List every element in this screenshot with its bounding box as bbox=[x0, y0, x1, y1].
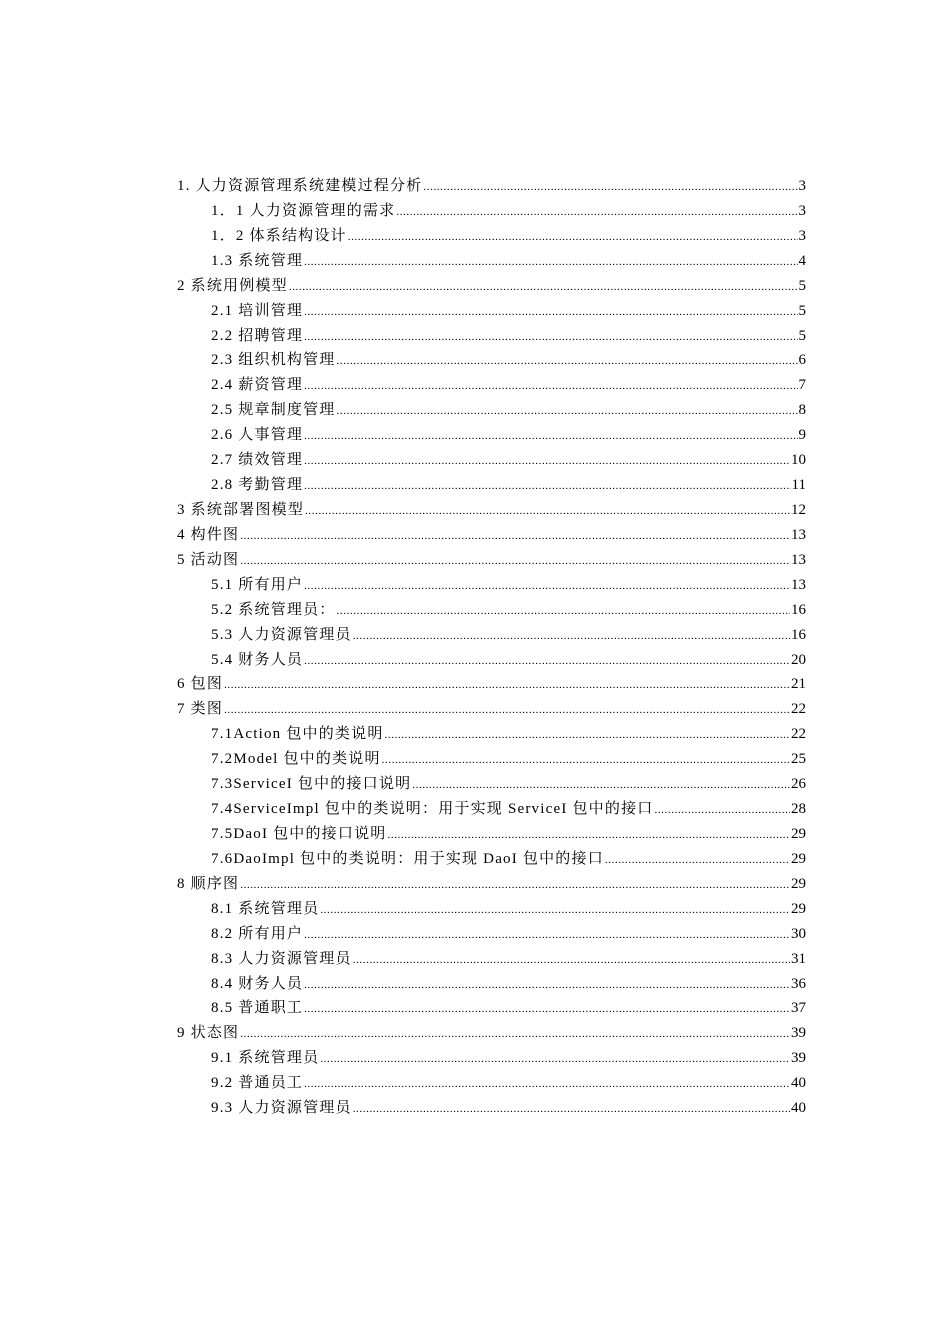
toc-section-entry[interactable] bbox=[177, 299, 806, 324]
toc-section-entry[interactable] bbox=[177, 922, 806, 947]
toc-dot-leader bbox=[396, 200, 797, 225]
toc-entry-title: 1．2 体系结构设计 bbox=[211, 227, 347, 244]
toc-section-entry[interactable] bbox=[177, 473, 806, 498]
toc-dot-leader bbox=[304, 574, 790, 599]
toc-dot-leader bbox=[320, 898, 790, 923]
toc-entry-title: 2.1 培训管理 bbox=[211, 302, 304, 319]
toc-entry-title: 2.2 招聘管理 bbox=[211, 327, 304, 344]
toc-section-entry[interactable] bbox=[177, 199, 806, 224]
toc-dot-leader bbox=[304, 300, 797, 325]
toc-page-number: 5 bbox=[798, 277, 806, 294]
toc-dot-leader bbox=[337, 349, 798, 374]
toc-dot-leader bbox=[605, 848, 790, 873]
toc-section-entry[interactable] bbox=[177, 448, 806, 473]
toc-page-number: 11 bbox=[791, 477, 806, 494]
toc-page-number: 3 bbox=[798, 178, 806, 194]
toc-entry-title: 5.2 系统管理员： bbox=[211, 601, 336, 618]
toc-entry-title: 8.1 系统管理员 bbox=[211, 900, 320, 917]
toc-section-entry[interactable] bbox=[177, 423, 806, 448]
toc-entry-title: 7.1Action 包中的类说明 bbox=[211, 726, 384, 743]
toc-dot-leader bbox=[304, 374, 797, 399]
toc-dot-leader bbox=[240, 1022, 790, 1047]
toc-section-entry[interactable] bbox=[177, 772, 806, 797]
toc-dot-leader bbox=[304, 474, 790, 499]
table-of-contents bbox=[177, 174, 806, 1121]
toc-section-entry[interactable] bbox=[177, 1071, 806, 1096]
toc-page-number: 22 bbox=[791, 701, 806, 718]
toc-section-entry[interactable] bbox=[177, 747, 806, 772]
toc-dot-leader bbox=[304, 649, 790, 674]
toc-page-number: 3 bbox=[798, 227, 806, 244]
toc-entry-title: 8.2 所有用户 bbox=[211, 925, 304, 942]
toc-dot-leader bbox=[240, 524, 790, 549]
toc-entry-title: 7.2Model 包中的类说明 bbox=[211, 751, 381, 768]
toc-entry-title: 2.7 绩效管理 bbox=[211, 452, 304, 469]
toc-dot-leader bbox=[224, 673, 790, 698]
toc-dot-leader bbox=[382, 748, 790, 773]
toc-entry-title: 1．1 人力资源管理的需求 bbox=[211, 202, 396, 219]
toc-page-number: 39 bbox=[791, 1050, 806, 1067]
toc-entry-title: 7.4ServiceImpl 包中的类说明：用于实现 ServiceI 包中的接口 bbox=[211, 801, 654, 818]
toc-section-entry[interactable] bbox=[177, 822, 806, 847]
toc-entry-title: 8.4 财务人员 bbox=[211, 975, 304, 992]
toc-section-entry[interactable] bbox=[177, 1046, 806, 1071]
toc-entry-title: 2.8 考勤管理 bbox=[211, 477, 304, 494]
toc-entry-title: 5.1 所有用户 bbox=[211, 576, 304, 593]
toc-page-number: 29 bbox=[791, 900, 806, 917]
toc-page-number: 29 bbox=[791, 875, 806, 892]
toc-dot-leader bbox=[304, 997, 790, 1022]
toc-dot-leader bbox=[304, 1072, 790, 1097]
toc-entry-title: 9.1 系统管理员 bbox=[211, 1050, 320, 1067]
toc-page-number: 5 bbox=[798, 302, 806, 319]
toc-dot-leader bbox=[304, 923, 790, 948]
toc-entry-title: 9 状态图 bbox=[177, 1025, 240, 1042]
toc-dot-leader bbox=[304, 449, 790, 474]
toc-page-number: 29 bbox=[791, 825, 806, 842]
toc-page-number: 36 bbox=[791, 975, 806, 992]
toc-page-number: 5 bbox=[798, 327, 806, 344]
toc-dot-leader bbox=[353, 948, 790, 973]
toc-entry-title: 9.3 人力资源管理员 bbox=[211, 1100, 352, 1117]
toc-page-number: 9 bbox=[798, 427, 806, 444]
toc-section-entry[interactable] bbox=[177, 249, 806, 274]
toc-page-number: 40 bbox=[791, 1075, 806, 1092]
toc-section-entry[interactable] bbox=[177, 797, 806, 822]
toc-page-number: 40 bbox=[791, 1100, 806, 1117]
toc-dot-leader bbox=[337, 399, 798, 424]
toc-section-entry[interactable] bbox=[177, 847, 806, 872]
toc-dot-leader bbox=[348, 225, 798, 250]
toc-entry-title: 4 构件图 bbox=[177, 526, 240, 543]
toc-chapter-entry[interactable] bbox=[177, 548, 806, 573]
toc-page-number: 25 bbox=[791, 751, 806, 768]
toc-page-number: 16 bbox=[791, 626, 806, 643]
toc-page-number: 13 bbox=[791, 576, 806, 593]
toc-dot-leader bbox=[240, 549, 790, 574]
toc-entry-title: 2.5 规章制度管理 bbox=[211, 402, 336, 419]
toc-chapter-entry[interactable] bbox=[177, 872, 806, 897]
toc-chapter-entry[interactable] bbox=[177, 498, 806, 523]
toc-entry-title: 2 系统用例模型 bbox=[177, 277, 288, 294]
toc-chapter-entry[interactable] bbox=[177, 274, 806, 299]
toc-section-entry[interactable] bbox=[177, 573, 806, 598]
toc-page-number: 26 bbox=[791, 776, 806, 793]
toc-dot-leader bbox=[304, 424, 797, 449]
toc-dot-leader bbox=[304, 250, 797, 275]
toc-dot-leader bbox=[289, 275, 798, 300]
toc-chapter-entry[interactable] bbox=[177, 174, 806, 199]
toc-entry-title: 2.3 组织机构管理 bbox=[211, 352, 336, 369]
toc-section-entry[interactable] bbox=[177, 598, 806, 623]
toc-entry-title: 3 系统部署图模型 bbox=[177, 501, 305, 518]
toc-section-entry[interactable] bbox=[177, 947, 806, 972]
toc-dot-leader bbox=[353, 1097, 790, 1122]
toc-entry-title: 7 类图 bbox=[177, 701, 224, 718]
toc-page-number: 22 bbox=[791, 726, 806, 743]
toc-dot-leader bbox=[654, 798, 790, 823]
toc-page-number: 4 bbox=[798, 252, 806, 269]
toc-page-number: 31 bbox=[791, 950, 806, 967]
toc-section-entry[interactable] bbox=[177, 348, 806, 373]
toc-dot-leader bbox=[240, 873, 790, 898]
toc-section-entry[interactable] bbox=[177, 324, 806, 349]
toc-page-number: 16 bbox=[791, 601, 806, 618]
toc-dot-leader bbox=[388, 823, 791, 848]
toc-dot-leader bbox=[224, 698, 790, 723]
toc-page-number: 29 bbox=[791, 850, 806, 867]
toc-dot-leader bbox=[305, 499, 790, 524]
toc-section-entry[interactable] bbox=[177, 648, 806, 673]
toc-dot-leader bbox=[385, 723, 790, 748]
toc-page-number: 12 bbox=[791, 501, 806, 518]
toc-chapter-entry[interactable] bbox=[177, 697, 806, 722]
toc-chapter-entry[interactable] bbox=[177, 1021, 806, 1046]
toc-page-number: 30 bbox=[791, 925, 806, 942]
toc-entry-title: 5 活动图 bbox=[177, 551, 240, 568]
toc-entry-title: 5.3 人力资源管理员 bbox=[211, 626, 352, 643]
toc-entry-title: 7.6DaoImpl 包中的类说明：用于实现 DaoI 包中的接口 bbox=[211, 850, 604, 867]
toc-entry-title: 1.3 系统管理 bbox=[211, 252, 304, 269]
toc-page-number: 21 bbox=[791, 676, 806, 693]
toc-section-entry[interactable] bbox=[177, 972, 806, 997]
toc-section-entry[interactable] bbox=[177, 224, 806, 249]
toc-page-number: 13 bbox=[791, 526, 806, 543]
toc-dot-leader bbox=[320, 1047, 790, 1072]
toc-entry-title: 2.6 人事管理 bbox=[211, 427, 304, 444]
toc-dot-leader bbox=[412, 773, 790, 798]
toc-page-number: 13 bbox=[791, 551, 806, 568]
toc-entry-title: 7.5DaoI 包中的接口说明 bbox=[211, 825, 387, 842]
toc-chapter-entry[interactable] bbox=[177, 523, 806, 548]
toc-section-entry[interactable] bbox=[177, 722, 806, 747]
toc-entry-title: 1. 人力资源管理系统建模过程分析 bbox=[177, 178, 423, 194]
toc-section-entry[interactable] bbox=[177, 996, 806, 1021]
toc-page-number: 20 bbox=[791, 651, 806, 668]
toc-entry-title: 8 顺序图 bbox=[177, 875, 240, 892]
toc-dot-leader bbox=[304, 973, 790, 998]
toc-dot-leader bbox=[353, 624, 790, 649]
toc-dot-leader bbox=[423, 175, 797, 200]
toc-page-number: 37 bbox=[791, 1000, 806, 1017]
toc-entry-title: 8.5 普通职工 bbox=[211, 1000, 304, 1017]
toc-page-number: 3 bbox=[798, 202, 806, 219]
toc-page-number: 10 bbox=[791, 452, 806, 469]
toc-section-entry[interactable] bbox=[177, 623, 806, 648]
toc-entry-title: 5.4 财务人员 bbox=[211, 651, 304, 668]
toc-dot-leader bbox=[304, 325, 797, 350]
toc-page-number: 6 bbox=[798, 352, 806, 369]
toc-page-number: 8 bbox=[798, 402, 806, 419]
toc-entry-title: 8.3 人力资源管理员 bbox=[211, 950, 352, 967]
toc-page-number: 7 bbox=[798, 377, 806, 394]
toc-section-entry[interactable] bbox=[177, 1096, 806, 1121]
toc-page-number: 28 bbox=[791, 801, 806, 818]
toc-entry-title: 2.4 薪资管理 bbox=[211, 377, 304, 394]
toc-entry-title: 7.3ServiceI 包中的接口说明 bbox=[211, 776, 412, 793]
toc-entry-title: 6 包图 bbox=[177, 676, 224, 693]
toc-section-entry[interactable] bbox=[177, 398, 806, 423]
toc-entry-title: 9.2 普通员工 bbox=[211, 1075, 304, 1092]
toc-section-entry[interactable] bbox=[177, 897, 806, 922]
toc-dot-leader bbox=[337, 599, 790, 624]
toc-page-number: 39 bbox=[791, 1025, 806, 1042]
toc-section-entry[interactable] bbox=[177, 373, 806, 398]
toc-chapter-entry[interactable] bbox=[177, 672, 806, 697]
